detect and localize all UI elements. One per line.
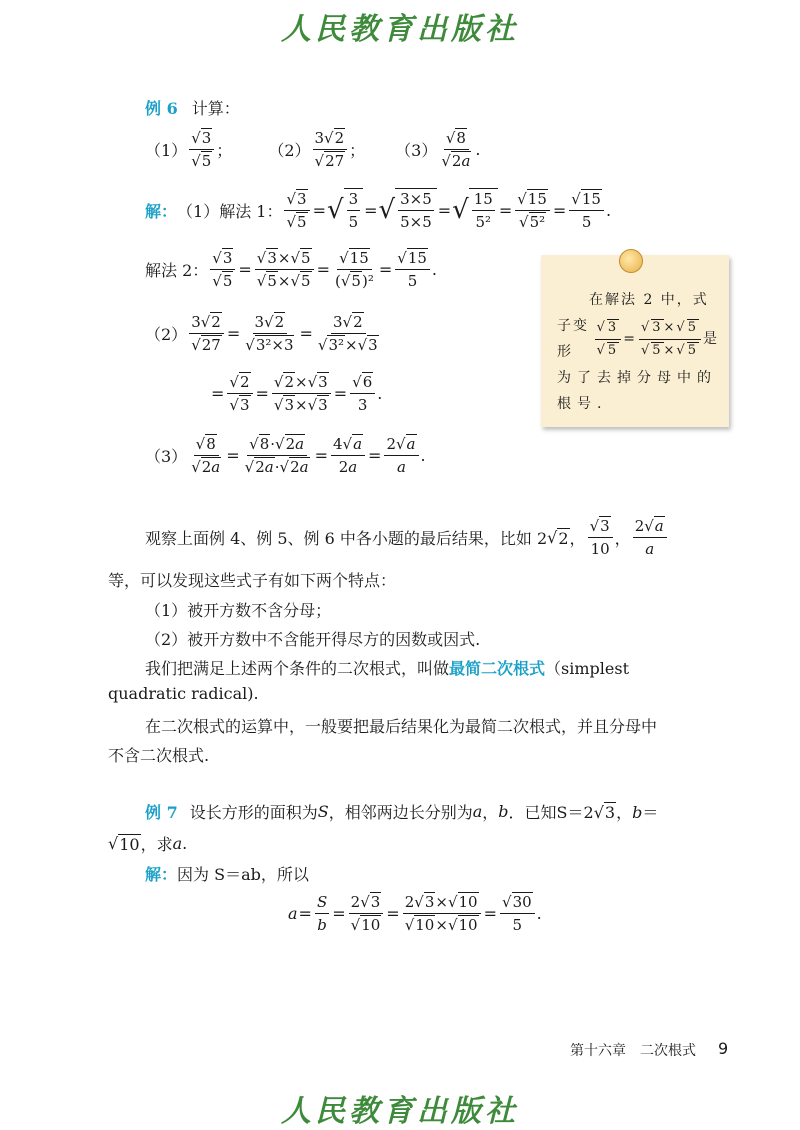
example7-text: ．已知 (508, 803, 557, 822)
example7-text: ，相邻两边长分别为 (328, 803, 473, 822)
solution-label: 解： (145, 201, 178, 221)
solution-2-intro: （2） (145, 325, 188, 344)
example7-text: 设长方形的面积为 (189, 803, 318, 822)
publisher-logo-top: 人民教育出版社 (281, 12, 519, 47)
paragraph-text: 观察上面例 4、例 5、例 6 中各小题的最后结果，比如 2 (145, 529, 548, 548)
paragraph-1-line-2: 等，可以发现这些式子有如下两个特点： (108, 571, 397, 590)
feature-item-2: （2）被开方数中不含能开得尽方的因数或因式. (145, 630, 481, 649)
fraction: √ 8 √ 2a (439, 128, 473, 171)
example7-label: 例 7 (145, 803, 178, 822)
problem-2-label: （2） (268, 141, 311, 160)
problem-3-label: （3） (395, 141, 438, 160)
solution-text: 因为 S＝ab，所以 (177, 865, 309, 884)
page-number: 9 (718, 1039, 729, 1058)
chapter-title: 第十六章 二次根式 (570, 1043, 696, 1059)
example7-equation: a = $\frac{S}{b}$ = 2√ 3 √ 10 = 2√ 3×√ 10 √ 10×√ 10 = √ $\frac{30}{5}$ . (288, 892, 542, 935)
solution-label: 解： (145, 865, 178, 884)
paragraph-3-line-2: 不含二次根式. (108, 746, 210, 765)
example6-label: 例 6 (145, 99, 178, 118)
side-note (541, 255, 729, 427)
solution-1-method-2: 解法 2： √ 3 √ 5 = √ 3×√ 5 √ 5×√ 5 = √ $\frac{15}{\text{(√ 5)²}}$ = √ $\frac{15}{5}$ . (145, 248, 437, 291)
note-line-3: 为了去掉分母中的根号. (557, 370, 717, 412)
separator: ； (216, 141, 233, 160)
note-text: 是 (703, 331, 719, 347)
paragraph-1-line-1: 观察上面例 4、例 5、例 6 中各小题的最后结果，比如 2 √ 2 ， √ $\frac{3}{10}$ ， $\frac{2√ a}{a}$ (145, 516, 669, 559)
fraction: √ 3 √ 5 (189, 128, 214, 171)
example6-prompt: 计算： (191, 99, 240, 118)
note-line-1: 在解法 2 中，式 (589, 292, 709, 308)
paragraph-text: 我们把满足上述两个条件的二次根式，叫做 (145, 659, 450, 678)
key-term: 最简二次根式 (449, 659, 546, 678)
publisher-logo-bottom: 人民教育出版社 (281, 1094, 519, 1129)
paragraph-text: （simplest (545, 659, 630, 678)
feature-item-1: （1）被开方数不含分母； (145, 601, 332, 620)
note-text: 子变形 (557, 318, 589, 360)
end-dot: . (475, 140, 481, 159)
example6-problems (145, 128, 481, 171)
method-2-label: 解法 2： (145, 261, 209, 280)
problem-1-label: （1） (145, 141, 188, 160)
pin-icon (619, 249, 643, 273)
solution-3-intro: （3） (145, 447, 188, 466)
paragraph-2-line-1 (145, 656, 629, 679)
note-line-2: 子变形 √ 3 √ 5 = √ 3×√ 5 √ 5×√ 5 是 (557, 313, 719, 365)
example6-heading (145, 96, 240, 119)
example7-solution-intro (145, 862, 309, 885)
paragraph-3-line-1: 在二次根式的运算中，一般要把最后结果化为最简二次根式，并且分母中 (145, 717, 658, 736)
separator: ； (349, 141, 366, 160)
solution-1-intro: （1）解法 1： (177, 201, 283, 221)
solution-2-line-1: （2） 3√ 2 √ 27 = 3√ 2 √ 3²×3 = 3√ 2 √ 3²×√ 3 (145, 312, 383, 355)
fraction: √ 3 √ 5 (284, 189, 309, 232)
solution-3: （3） √ 8 √ 2a = √ 8·√ 2a √ 2a·√ 2a = $\frac{4√ a}{2a}$ = $\frac{2√ a}{a}$ . (145, 434, 426, 477)
fraction: 3√ 2 √ 27 (313, 128, 348, 171)
paragraph-2-line-2: quadratic radical). (108, 684, 259, 703)
solution-2-line-2: = √ 2 √ 3 = √ 2×√ 3 √ 3×√ 3 = √ $\frac{6}{3}$ . (210, 372, 382, 415)
example7-line-1: 例 7 设长方形的面积为 S ，相邻两边长分别为 a ， b ．已知 S＝2√ 3，b＝ (145, 800, 658, 823)
example7-line-2: √ 10 ，求 a . (108, 832, 187, 855)
solution-1-method-1: 解： （1）解法 1： √ 3 √ 5 = √ $\frac{3}{5}$ = √ $\frac{3\times 5}{5\times 5}$ = √ $\frac{15}{\text{5²}}$ = √ 15 √ 5² = √ $\frac{15}{5}$ . (145, 188, 611, 232)
example7-text: ，求 (140, 835, 173, 854)
